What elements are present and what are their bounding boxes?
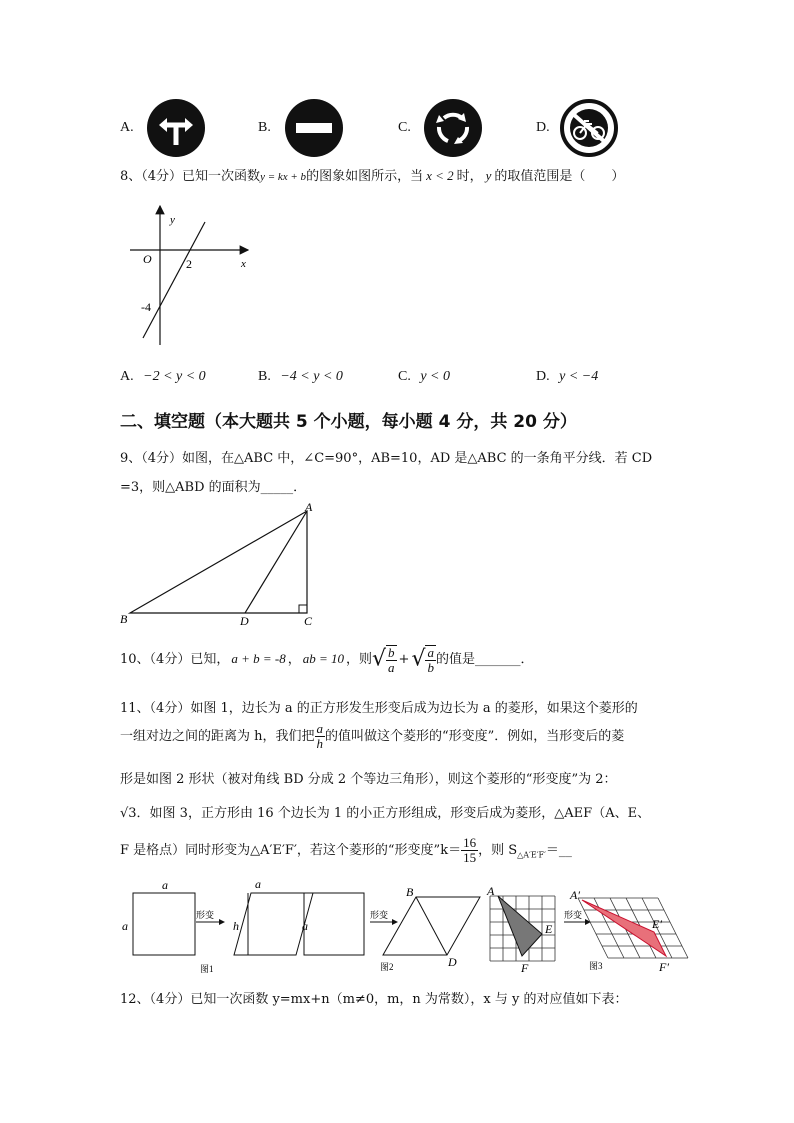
q8-option-c xyxy=(398,369,450,385)
q10-number: 10、（4分）已知， xyxy=(120,652,230,667)
q8-text-b: 的图象如图所示，当 xyxy=(306,169,424,184)
q8-option-a-value: −2 < y < 0 xyxy=(143,369,206,384)
fig2-arrow-label: 形变 xyxy=(370,910,389,920)
fig1-rhombus-label-a-right: a xyxy=(302,919,308,933)
fig1-arrow-label: 形变 xyxy=(196,910,215,920)
fig2-diagonal-bd xyxy=(416,897,447,955)
q9-label-a: A xyxy=(305,500,313,514)
q9-line2: =3，则△ABD 的面积为_____． xyxy=(120,480,307,495)
q11-frac-k xyxy=(461,836,478,865)
q8-graph xyxy=(120,200,260,350)
sqrt-icon: √ xyxy=(411,646,426,672)
q8-condition: x < 2 xyxy=(426,168,454,183)
fig3-label-e-prime: E′ xyxy=(652,917,662,931)
q9-triangle-figure xyxy=(118,498,328,628)
turn-left-right-sign-icon xyxy=(147,99,205,157)
q8-option-b-value: −4 < y < 0 xyxy=(280,369,343,384)
roundabout-sign-icon xyxy=(424,99,482,157)
fig3-label-f-prime: F′ xyxy=(659,960,669,974)
q8-option-d-label: D. xyxy=(536,369,550,384)
q8-x-label: x xyxy=(241,258,246,270)
q8-option-c-value: y < 0 xyxy=(420,369,451,384)
fig3-label-a: A xyxy=(487,884,495,898)
q9-bisector-ad xyxy=(245,511,307,613)
q8-x-intercept-label: 2 xyxy=(186,257,192,271)
q8-formula: y = kx + b xyxy=(260,171,307,183)
sqrt-icon: √ xyxy=(372,646,387,672)
q10-frac1-num: b xyxy=(388,644,395,660)
section-title: 二、填空题（本大题共 5 个小题，每小题 4 分，共 20 分） xyxy=(120,412,577,432)
q11-frac-ah xyxy=(315,722,326,751)
q8-origin-label: O xyxy=(143,252,152,266)
q9-right-angle-mark xyxy=(299,605,307,613)
fig3-arrow-label: 形变 xyxy=(564,910,583,920)
q10-eq1: a + b = -8 xyxy=(231,651,286,666)
q10-stem xyxy=(120,642,534,677)
q9-label-d: D xyxy=(240,614,249,628)
q8-text-c: 时， xyxy=(456,169,483,184)
fig2-label-b: B xyxy=(406,885,414,899)
q9-label-b: B xyxy=(120,612,128,626)
fig3-label-a-prime: A′ xyxy=(570,888,580,902)
q7-option-a-label: A. xyxy=(120,120,134,135)
q12-line1: 12、（4分）已知一次函数 y=mx+n（m≠0，m，n 为常数），x 与 y 的对应值如下表： xyxy=(120,992,628,1007)
q7-option-b-label: B. xyxy=(258,120,271,135)
q11-line4: √3．如图 3，正方形由 16 个边长为 1 的小正方形组成，形变后成为菱形，△AEF（A、E、 xyxy=(120,806,651,821)
fig2-caption: 图2 xyxy=(380,962,394,972)
q11-line5-sub: △A′E′F′ xyxy=(517,850,546,860)
q11-k-den: 15 xyxy=(463,850,477,865)
fig1-caption: 图1 xyxy=(200,964,214,974)
q10-frac2-num: a xyxy=(427,644,434,660)
q9-triangle-abc xyxy=(130,511,307,613)
fig3-label-e: E xyxy=(545,922,553,936)
q8-variable: y xyxy=(485,168,492,183)
q8-option-b xyxy=(258,369,343,385)
q11-figures xyxy=(118,876,714,976)
q8-option-c-label: C. xyxy=(398,369,411,384)
q10-sep: ， xyxy=(287,652,301,667)
q9-label-c: C xyxy=(304,614,313,628)
fig1-rhombus-label-a: a xyxy=(255,877,261,891)
q9-line1: 9、（4分）如图，在△ABC 中，∠C=90°，AB=10，AD 是△ABC 的一条角平分线．若 CD xyxy=(120,451,653,466)
q11-line5 xyxy=(120,834,572,873)
q8-text-d: 的取值范围是（ ） xyxy=(494,169,625,184)
q8-y-intercept-label: -4 xyxy=(141,300,151,314)
fig1-label-h: h xyxy=(233,919,239,933)
q8-text-a: 已知一次函数 xyxy=(182,169,261,184)
q10-frac1 xyxy=(386,645,397,675)
q7-option-d-label: D. xyxy=(536,120,550,135)
q11-line5b: ，则 S xyxy=(478,843,518,858)
q8-option-d-value: y < −4 xyxy=(559,369,599,384)
q11-line3: 形是如图 2 形状（被对角线 BD 分成 2 个等边三角形），则这个菱形的“形变度”为 2： xyxy=(120,772,617,787)
q11-line2 xyxy=(120,722,624,752)
fig1-label-a-left: a xyxy=(122,919,128,933)
q8-stem xyxy=(120,165,624,184)
q7-option-c-label: C. xyxy=(398,120,411,135)
q10-frac2-den: b xyxy=(427,659,434,675)
q10-tail: 的值是_______． xyxy=(435,652,534,667)
q11-line5a: F 是格点）同时形变为△A′E′F′，若这个菱形的“形变度”k＝ xyxy=(120,843,462,858)
fig3-caption: 图3 xyxy=(589,961,603,971)
no-bicycle-sign-icon xyxy=(560,99,618,157)
q10-eq2: ab = 10 xyxy=(302,651,344,666)
q8-option-a-label: A. xyxy=(120,369,134,384)
fig3-label-f: F xyxy=(521,961,529,975)
q11-k-num: 16 xyxy=(463,835,477,850)
q11-frac-den: h xyxy=(316,736,324,751)
q11-line2a: 一组对边之间的距离为 h，我们把 xyxy=(120,729,315,744)
fig1-square xyxy=(133,893,195,955)
fig2-label-d: D xyxy=(448,955,457,969)
q8-option-a xyxy=(120,369,206,385)
q8-option-d xyxy=(536,369,598,385)
fig2-square xyxy=(304,893,364,955)
q10-frac2 xyxy=(425,645,436,675)
q11-line1: 11、（4分）如图 1，边长为 a 的正方形发生形变后成为边长为 a 的菱形，如果这个菱形的 xyxy=(120,701,638,716)
fig3-triangle-aef xyxy=(498,896,542,956)
no-entry-sign-icon xyxy=(285,99,343,157)
q8-number: 8、（4分） xyxy=(120,169,183,184)
q8-function-line xyxy=(143,222,205,338)
q11-line2b: 的值叫做这个菱形的“形变度”．例如，当形变后的菱 xyxy=(325,729,625,744)
q10-text: ，则 xyxy=(346,652,373,667)
q10-plus: + xyxy=(398,652,410,667)
q11-line5c: ＝__ xyxy=(545,843,572,858)
q8-option-b-label: B. xyxy=(258,369,271,384)
fig1-label-a-top: a xyxy=(162,878,168,892)
q8-y-label: y xyxy=(170,214,175,226)
q10-frac1-den: a xyxy=(388,659,395,675)
q11-frac-num: a xyxy=(316,721,324,736)
